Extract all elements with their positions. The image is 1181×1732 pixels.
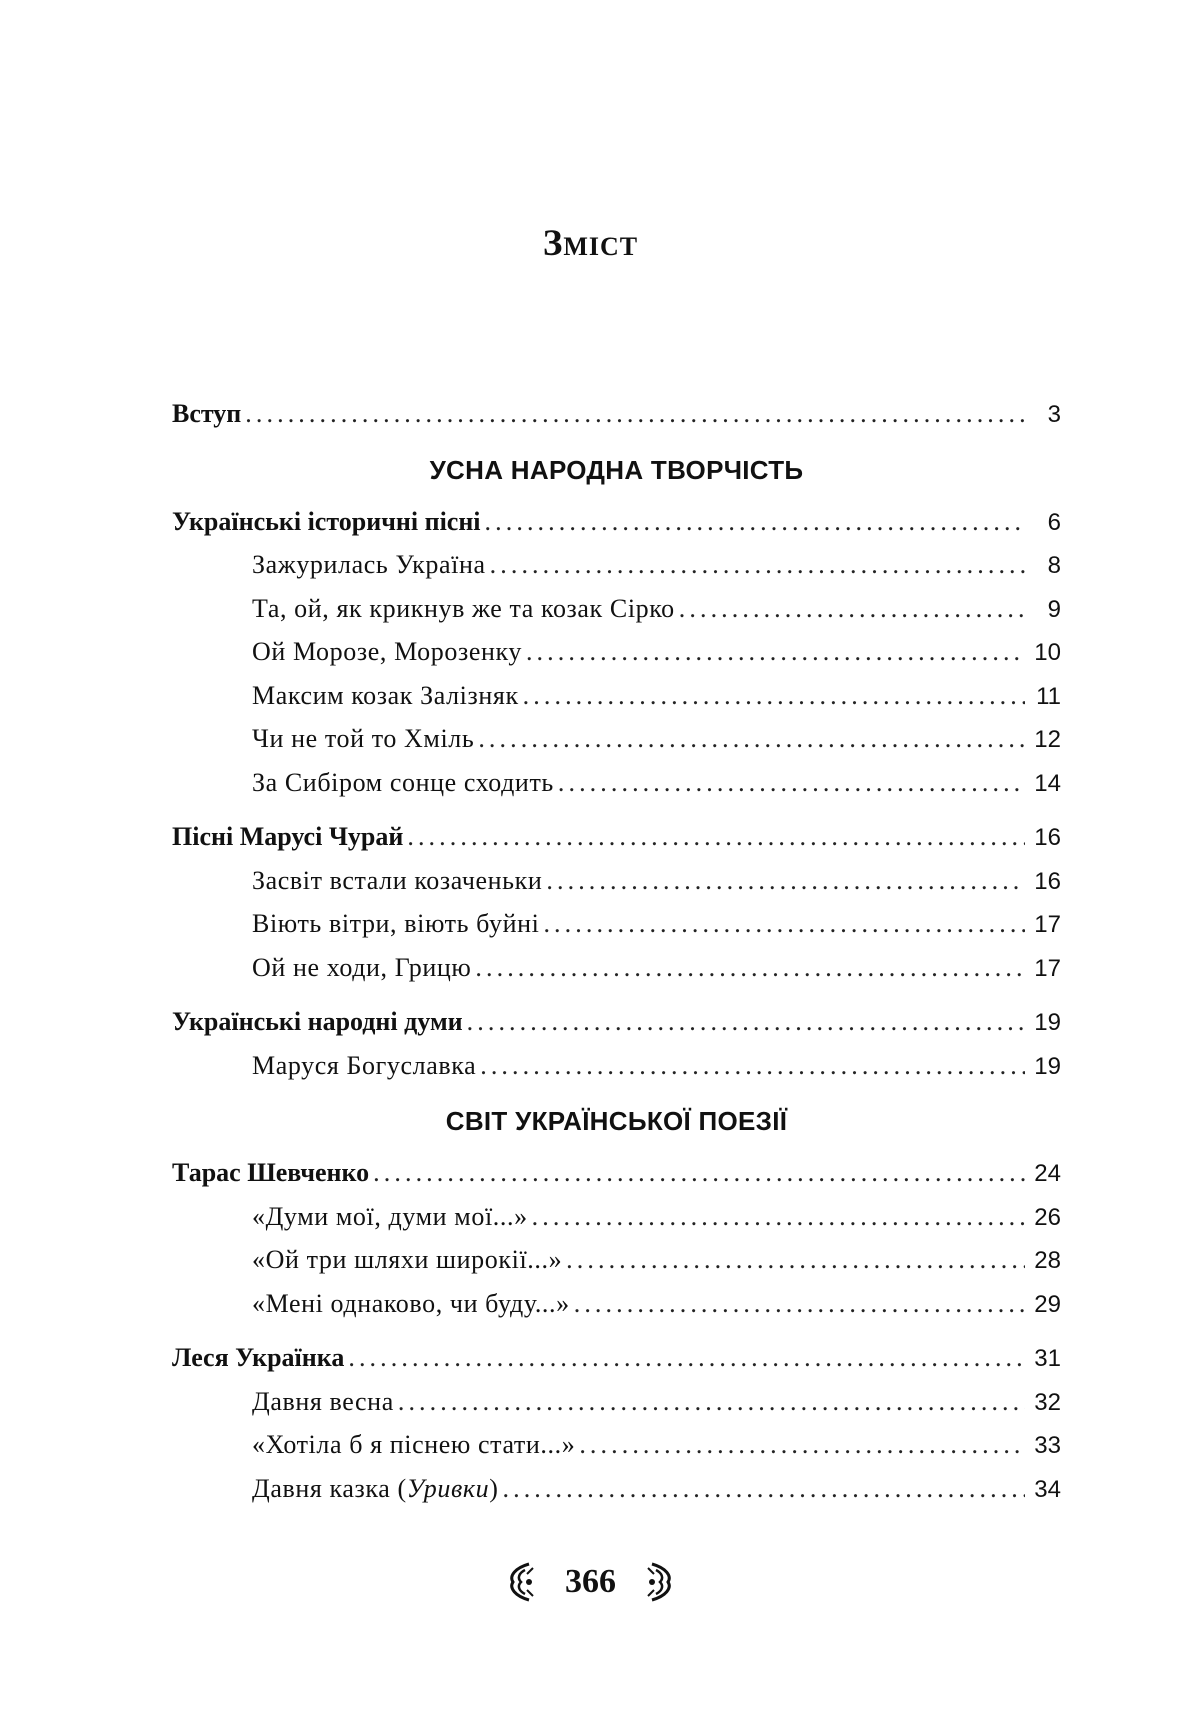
toc-entry-page: 10 <box>1034 639 1061 666</box>
toc-entry-title: Чи не той то Хміль <box>252 724 475 753</box>
toc-entry-page: 9 <box>1047 595 1061 623</box>
toc-entry-title: Зажурилась Україна <box>252 550 486 579</box>
toc-entry-title: Віють вітри, віють буйні <box>252 909 540 938</box>
toc-entry-title-main: Давня казка ( <box>252 1473 407 1503</box>
toc-entry-intro[interactable] <box>172 392 1061 436</box>
toc-entry-group[interactable] <box>172 1000 1061 1044</box>
dot-leader <box>245 392 1025 436</box>
toc-entry-page: 33 <box>1034 1432 1061 1459</box>
toc-entry-page: 29 <box>1034 1290 1061 1318</box>
toc-entry-group[interactable] <box>172 1151 1061 1195</box>
page-number: 366 <box>565 1563 616 1600</box>
dot-leader <box>558 761 1025 805</box>
toc-entry-item[interactable] <box>172 1423 1061 1467</box>
toc-entry-title: Пісні Марусі Чурай <box>172 822 404 851</box>
toc-entry-page: 17 <box>1034 954 1061 982</box>
toc-entry-title: «Ой три шляхи широкії...» <box>252 1245 563 1274</box>
dot-leader <box>546 859 1025 903</box>
toc-entry-item[interactable] <box>172 1282 1061 1326</box>
toc-entry-group[interactable] <box>172 815 1061 859</box>
toc-entry-page: 8 <box>1047 552 1061 579</box>
dot-leader <box>407 815 1025 859</box>
right-ornament-icon <box>644 1560 678 1604</box>
toc-entry-item[interactable] <box>172 1044 1061 1088</box>
toc-entry-title: Леся Українка <box>172 1343 345 1372</box>
toc-entry-item[interactable] <box>172 946 1061 990</box>
toc-entry-title: «Думи мої, думи мої...» <box>252 1201 528 1231</box>
toc-entry-page: 3 <box>1047 401 1061 428</box>
toc-entry-page: 31 <box>1034 1345 1061 1372</box>
toc-entry-page: 28 <box>1034 1247 1061 1274</box>
toc-entry-item[interactable] <box>172 543 1061 587</box>
dot-leader <box>490 543 1025 587</box>
toc-entry-item[interactable] <box>172 902 1061 946</box>
dot-leader <box>579 1423 1025 1467</box>
toc-entry-title-close: ) <box>489 1473 499 1503</box>
page-title: Зміст <box>542 223 639 264</box>
dot-leader <box>532 1195 1025 1239</box>
toc-entry-title: Ой не ходи, Грицю <box>252 952 472 982</box>
toc-entry-page: 12 <box>1034 726 1061 753</box>
toc-entry-title: За Сибіром сонце сходить <box>252 767 554 797</box>
toc-entry-title: Давня весна <box>252 1386 394 1416</box>
toc-entry-page: 11 <box>1036 682 1061 710</box>
toc-entry-item[interactable] <box>172 630 1061 674</box>
toc-entry-item[interactable] <box>172 717 1061 761</box>
toc-entry-title: Тарас Шевченко <box>172 1158 370 1187</box>
toc-entry-page: 16 <box>1034 824 1061 851</box>
toc-entry-page: 26 <box>1034 1203 1061 1231</box>
toc-entry-item[interactable] <box>172 674 1061 718</box>
toc-entry-item[interactable] <box>172 761 1061 805</box>
toc-entry-page: 17 <box>1034 911 1061 938</box>
toc-entry-page: 24 <box>1034 1160 1061 1187</box>
toc-entry-title: «Хотіла б я піснею стати...» <box>252 1430 576 1459</box>
toc-entry-title: Та, ой, як крикнув же та козак Сірко <box>252 593 675 623</box>
dot-leader <box>478 717 1025 761</box>
toc-entry-item[interactable] <box>172 1195 1061 1239</box>
left-ornament-icon <box>503 1560 537 1604</box>
toc-entry-page: 19 <box>1034 1052 1061 1080</box>
toc-entry-item[interactable] <box>172 587 1061 631</box>
toc-entry-title: Українські народні думи <box>172 1007 463 1036</box>
table-of-contents <box>172 392 1061 1510</box>
dot-leader <box>679 587 1025 631</box>
toc-entry-page: 32 <box>1034 1388 1061 1416</box>
dot-leader <box>398 1380 1025 1424</box>
toc-entry-title: Вступ <box>172 399 242 428</box>
dot-leader <box>348 1336 1025 1380</box>
dot-leader <box>373 1151 1025 1195</box>
section-heading-poetry: СВІТ УКРАЇНСЬКОЇ ПОЕЗІЇ <box>445 1106 788 1136</box>
dot-leader <box>475 946 1025 990</box>
toc-entry-page: 6 <box>1047 508 1061 536</box>
page-footer <box>0 1560 1181 1604</box>
toc-entry-page: 19 <box>1034 1009 1061 1036</box>
toc-entry-title: «Мені однаково, чи буду...» <box>252 1288 570 1318</box>
toc-entry-page: 16 <box>1034 867 1061 895</box>
toc-entry-title: Маруся Богуславка <box>252 1050 477 1080</box>
toc-entry-group[interactable] <box>172 500 1061 544</box>
section-heading-folk: УСНА НАРОДНА ТВОРЧІСТЬ <box>429 454 804 485</box>
toc-entry-title: Засвіт встали козаченьки <box>252 865 543 895</box>
toc-entry-item[interactable] <box>172 1380 1061 1424</box>
toc-entry-title-italic: Уривки <box>406 1473 490 1503</box>
toc-entry-page: 14 <box>1034 769 1061 797</box>
dot-leader <box>566 1238 1025 1282</box>
toc-entry-group[interactable] <box>172 1336 1061 1380</box>
dot-leader <box>480 1044 1025 1088</box>
toc-entry-item[interactable] <box>172 859 1061 903</box>
dot-leader <box>503 1467 1026 1511</box>
dot-leader <box>526 630 1025 674</box>
dot-leader <box>574 1282 1025 1326</box>
dot-leader <box>543 902 1025 946</box>
toc-entry-title: Українські історичні пісні <box>172 506 481 536</box>
toc-entry-page: 34 <box>1034 1475 1061 1503</box>
dot-leader <box>467 1000 1025 1044</box>
toc-entry-title: Максим козак Залізняк <box>252 680 519 710</box>
toc-entry-item[interactable] <box>172 1238 1061 1282</box>
toc-entry-title <box>252 1467 499 1511</box>
toc-entry-item[interactable] <box>172 1467 1061 1511</box>
dot-leader <box>485 500 1025 544</box>
toc-entry-title: Ой Морозе, Морозенку <box>252 637 522 666</box>
dot-leader <box>523 674 1025 718</box>
